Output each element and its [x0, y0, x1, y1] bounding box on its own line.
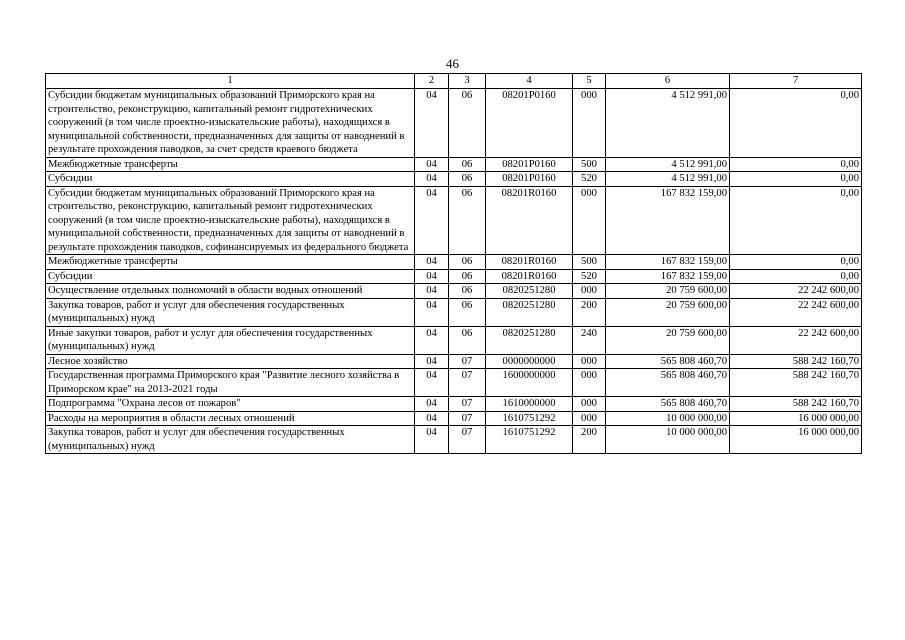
amount-cell: 565 808 460,70: [606, 354, 730, 369]
amount-cell: 4 512 991,00: [606, 172, 730, 187]
expense-name-cell: Субсидии: [46, 269, 415, 284]
subsection-code-cell: 06: [449, 172, 486, 187]
section-code-cell: 04: [415, 354, 449, 369]
page-number: 46: [446, 56, 459, 71]
amount-cell: 0,00: [730, 157, 862, 172]
amount-cell: 588 242 160,70: [730, 397, 862, 412]
subsection-code-cell: 06: [449, 269, 486, 284]
section-code-cell: 04: [415, 89, 449, 158]
target-article-cell: 1610751292: [486, 426, 573, 454]
expense-name-cell: Межбюджетные трансферты: [46, 255, 415, 270]
table-row: [46, 284, 862, 299]
section-code-cell: 04: [415, 298, 449, 326]
amount-cell: 4 512 991,00: [606, 89, 730, 158]
amount-cell: 167 832 159,00: [606, 186, 730, 255]
section-code-cell: 04: [415, 172, 449, 187]
subsection-code-cell: 07: [449, 411, 486, 426]
target-article-cell: 0820251280: [486, 284, 573, 299]
amount-cell: 20 759 600,00: [606, 326, 730, 354]
subsection-code-cell: 06: [449, 186, 486, 255]
expense-type-cell: 500: [573, 255, 606, 270]
table-row: [46, 326, 862, 354]
expense-type-cell: 000: [573, 186, 606, 255]
table-row: [46, 426, 862, 454]
expense-type-cell: 000: [573, 411, 606, 426]
subsection-code-cell: 06: [449, 298, 486, 326]
amount-cell: 0,00: [730, 172, 862, 187]
expense-type-cell: 000: [573, 89, 606, 158]
section-code-cell: 04: [415, 411, 449, 426]
section-code-cell: 04: [415, 326, 449, 354]
expense-type-cell: 520: [573, 269, 606, 284]
expense-name-cell: Субсидии: [46, 172, 415, 187]
section-code-cell: 04: [415, 186, 449, 255]
amount-cell: 10 000 000,00: [606, 426, 730, 454]
table-row: [46, 298, 862, 326]
column-number-row: [46, 74, 862, 89]
table-row: [46, 186, 862, 255]
expense-type-cell: 000: [573, 397, 606, 412]
expense-type-cell: 520: [573, 172, 606, 187]
target-article-cell: 1610000000: [486, 397, 573, 412]
amount-cell: 22 242 600,00: [730, 326, 862, 354]
subsection-code-cell: 07: [449, 426, 486, 454]
column-header: 2: [415, 74, 449, 89]
target-article-cell: 08201Р0160: [486, 157, 573, 172]
amount-cell: 167 832 159,00: [606, 269, 730, 284]
section-code-cell: 04: [415, 157, 449, 172]
amount-cell: 565 808 460,70: [606, 369, 730, 397]
column-header: 6: [606, 74, 730, 89]
target-article-cell: 08201Р0160: [486, 89, 573, 158]
section-code-cell: 04: [415, 284, 449, 299]
amount-cell: 4 512 991,00: [606, 157, 730, 172]
section-code-cell: 04: [415, 397, 449, 412]
column-header: 4: [486, 74, 573, 89]
subsection-code-cell: 07: [449, 397, 486, 412]
expense-name-cell: Подпрограмма "Охрана лесов от пожаров": [46, 397, 415, 412]
expense-name-cell: Субсидии бюджетам муниципальных образований Приморского края на строительство, реконструкцию, капитальный ремонт гидротехнических сооружений (в том числе проектно-изыскательские работы), находящихся в муниципальной собственности, предназначенных для защиты от наводнений в результате прохождения паводков, софинансируемых из федерального бюджета: [46, 186, 415, 255]
target-article-cell: 1610751292: [486, 411, 573, 426]
section-code-cell: 04: [415, 369, 449, 397]
subsection-code-cell: 07: [449, 369, 486, 397]
column-header: 5: [573, 74, 606, 89]
amount-cell: 167 832 159,00: [606, 255, 730, 270]
expense-type-cell: 500: [573, 157, 606, 172]
amount-cell: 588 242 160,70: [730, 354, 862, 369]
target-article-cell: 08201R0160: [486, 186, 573, 255]
amount-cell: 16 000 000,00: [730, 426, 862, 454]
amount-cell: 22 242 600,00: [730, 298, 862, 326]
amount-cell: 0,00: [730, 255, 862, 270]
section-code-cell: 04: [415, 269, 449, 284]
amount-cell: 565 808 460,70: [606, 397, 730, 412]
expense-name-cell: Межбюджетные трансферты: [46, 157, 415, 172]
amount-cell: 20 759 600,00: [606, 298, 730, 326]
expense-name-cell: Иные закупки товаров, работ и услуг для обеспечения государственных (муниципальных) нужд: [46, 326, 415, 354]
column-header: 1: [46, 74, 415, 89]
expense-name-cell: Расходы на мероприятия в области лесных отношений: [46, 411, 415, 426]
target-article-cell: 08201R0160: [486, 269, 573, 284]
column-header: 7: [730, 74, 862, 89]
expense-name-cell: Осуществление отдельных полномочий в области водных отношений: [46, 284, 415, 299]
target-article-cell: 08201Р0160: [486, 172, 573, 187]
amount-cell: 16 000 000,00: [730, 411, 862, 426]
amount-cell: 22 242 600,00: [730, 284, 862, 299]
expense-type-cell: 200: [573, 426, 606, 454]
budget-table: [45, 73, 862, 454]
table-row: [46, 269, 862, 284]
expense-name-cell: Закупка товаров, работ и услуг для обеспечения государственных (муниципальных) нужд: [46, 426, 415, 454]
table-row: [46, 172, 862, 187]
column-header: 3: [449, 74, 486, 89]
target-article-cell: 0820251280: [486, 326, 573, 354]
expense-type-cell: 000: [573, 354, 606, 369]
section-code-cell: 04: [415, 255, 449, 270]
subsection-code-cell: 06: [449, 89, 486, 158]
table-row: [46, 411, 862, 426]
expense-type-cell: 200: [573, 298, 606, 326]
expense-type-cell: 000: [573, 369, 606, 397]
target-article-cell: 0000000000: [486, 354, 573, 369]
amount-cell: 588 242 160,70: [730, 369, 862, 397]
table-row: [46, 369, 862, 397]
subsection-code-cell: 06: [449, 326, 486, 354]
amount-cell: 10 000 000,00: [606, 411, 730, 426]
target-article-cell: 08201R0160: [486, 255, 573, 270]
table-row: [46, 255, 862, 270]
amount-cell: 0,00: [730, 186, 862, 255]
expense-name-cell: Государственная программа Приморского края "Развитие лесного хозяйства в Приморском крае" на 2013-2021 годы: [46, 369, 415, 397]
section-code-cell: 04: [415, 426, 449, 454]
expense-type-cell: 240: [573, 326, 606, 354]
subsection-code-cell: 06: [449, 255, 486, 270]
subsection-code-cell: 06: [449, 157, 486, 172]
amount-cell: 0,00: [730, 269, 862, 284]
amount-cell: 20 759 600,00: [606, 284, 730, 299]
expense-type-cell: 000: [573, 284, 606, 299]
table-row: [46, 397, 862, 412]
table-row: [46, 354, 862, 369]
expense-name-cell: Субсидии бюджетам муниципальных образований Приморского края на строительство, реконструкцию, капитальный ремонт гидротехнических сооружений (в том числе проектно-изыскательские работы), находящихся в муниципальной собственности, предназначенных для защиты от наводнений в результате прохождения паводков, за счет средств краевого бюджета: [46, 89, 415, 158]
table-row: [46, 157, 862, 172]
target-article-cell: 1600000000: [486, 369, 573, 397]
table-row: [46, 89, 862, 158]
subsection-code-cell: 06: [449, 284, 486, 299]
subsection-code-cell: 07: [449, 354, 486, 369]
expense-name-cell: Лесное хозяйство: [46, 354, 415, 369]
expense-name-cell: Закупка товаров, работ и услуг для обеспечения государственных (муниципальных) нужд: [46, 298, 415, 326]
amount-cell: 0,00: [730, 89, 862, 158]
target-article-cell: 0820251280: [486, 298, 573, 326]
